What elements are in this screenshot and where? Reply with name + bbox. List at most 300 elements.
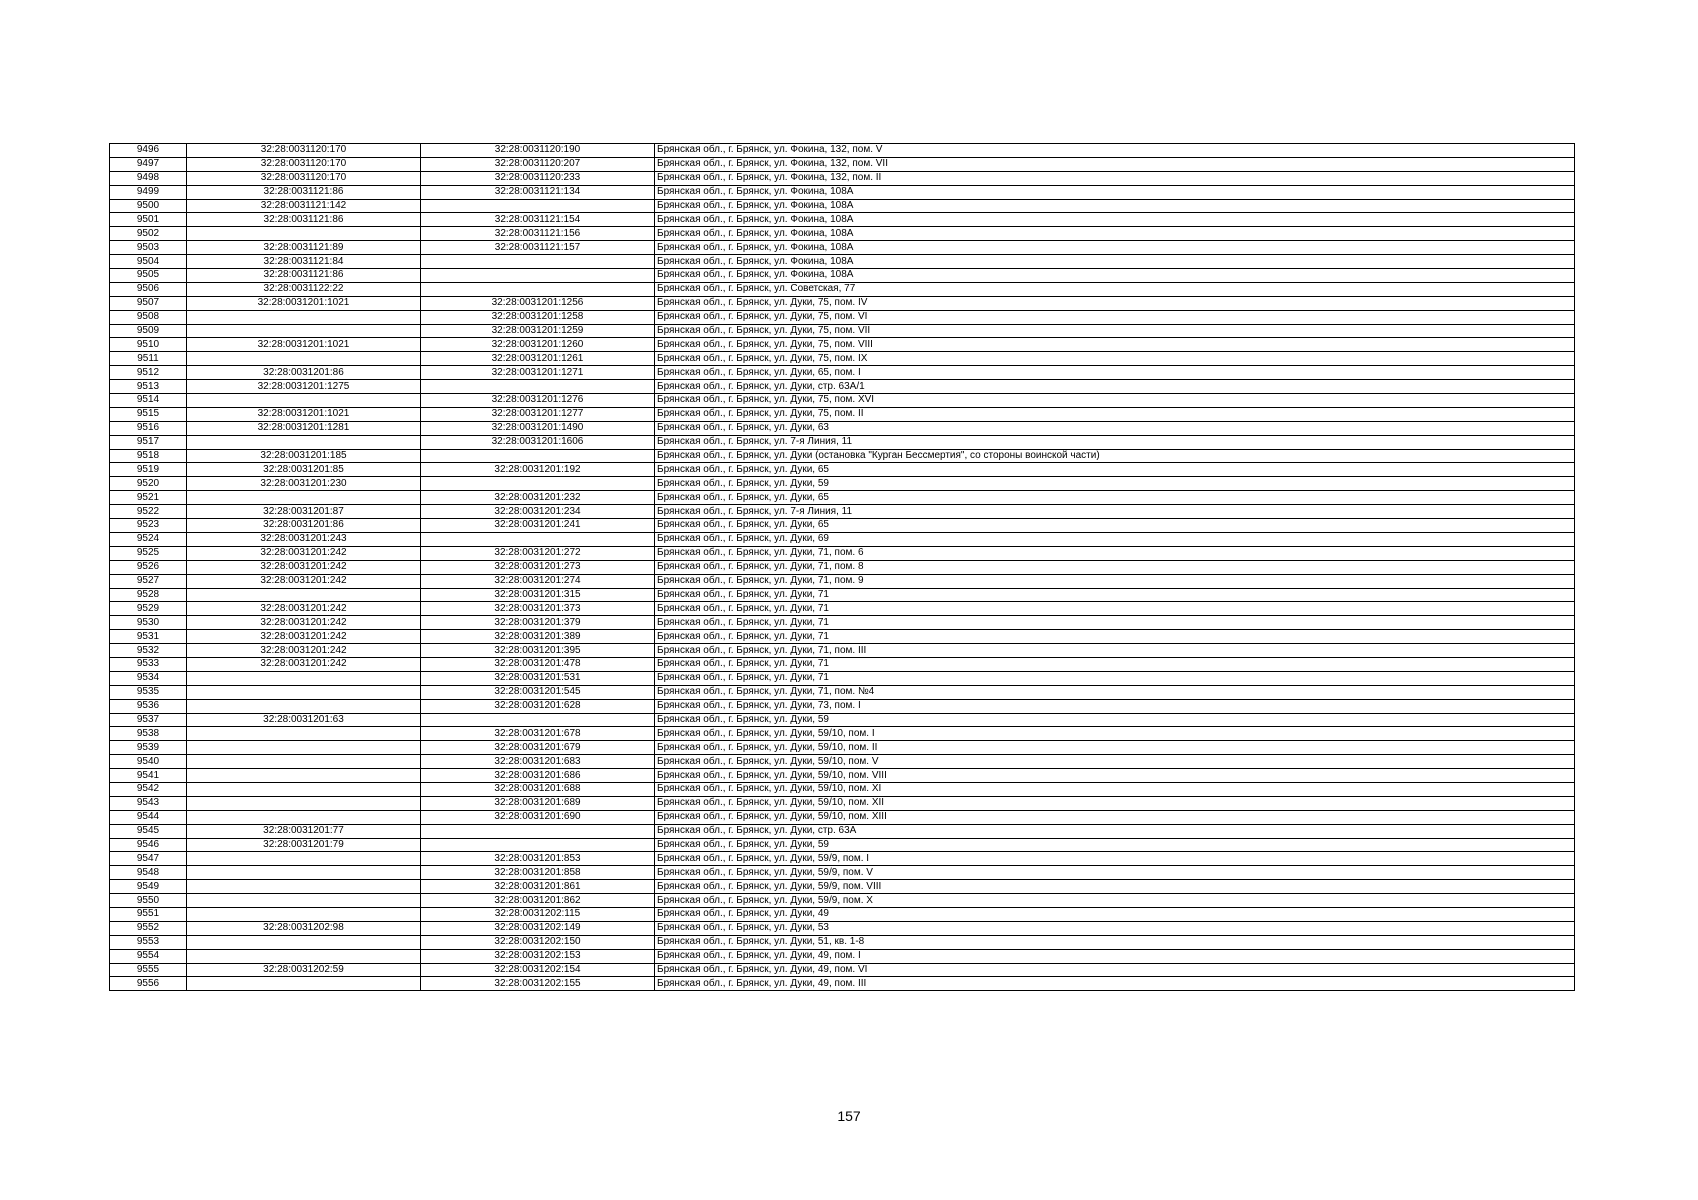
related-cadastral-number-cell: 32:28:0031201:1271 [421,366,655,380]
table-row [110,852,1575,866]
related-cadastral-number-cell: 32:28:0031201:861 [421,880,655,894]
cadastral-number-cell: 32:28:0031201:86 [187,366,421,380]
address-cell: Брянская обл., г. Брянск, ул. Фокина, 108А [655,241,1575,255]
row-number-cell: 9510 [110,338,187,352]
table-row [110,560,1575,574]
cadastral-number-cell [187,949,421,963]
related-cadastral-number-cell: 32:28:0031201:531 [421,671,655,685]
table-row [110,546,1575,560]
cadastral-number-cell: 32:28:0031201:242 [187,630,421,644]
related-cadastral-number-cell: 32:28:0031201:395 [421,644,655,658]
cadastral-number-cell: 32:28:0031201:77 [187,824,421,838]
row-number-cell: 9498 [110,171,187,185]
related-cadastral-number-cell: 32:28:0031121:154 [421,213,655,227]
address-cell: Брянская обл., г. Брянск, ул. Дуки, 59/10, пом. XI [655,782,1575,796]
cadastral-number-cell: 32:28:0031121:142 [187,199,421,213]
cadastral-number-cell: 32:28:0031122:22 [187,282,421,296]
cadastral-table [109,143,1575,991]
related-cadastral-number-cell: 32:28:0031202:149 [421,921,655,935]
address-cell: Брянская обл., г. Брянск, ул. Дуки, 59/10, пом. II [655,741,1575,755]
address-cell: Брянская обл., г. Брянск, ул. Дуки, 65 [655,519,1575,533]
row-number-cell: 9546 [110,838,187,852]
cadastral-number-cell [187,880,421,894]
table-row [110,394,1575,408]
row-number-cell: 9512 [110,366,187,380]
related-cadastral-number-cell: 32:28:0031202:115 [421,907,655,921]
row-number-cell: 9540 [110,755,187,769]
row-number-cell: 9529 [110,602,187,616]
row-number-cell: 9525 [110,546,187,560]
address-cell: Брянская обл., г. Брянск, ул. Дуки, 63 [655,421,1575,435]
row-number-cell: 9548 [110,866,187,880]
cadastral-number-cell: 32:28:0031201:230 [187,477,421,491]
address-cell: Брянская обл., г. Брянск, ул. Дуки, 69 [655,532,1575,546]
address-cell: Брянская обл., г. Брянск, ул. 7-я Линия, 11 [655,505,1575,519]
cadastral-number-cell [187,699,421,713]
related-cadastral-number-cell [421,449,655,463]
table-row [110,574,1575,588]
table-row [110,671,1575,685]
related-cadastral-number-cell: 32:28:0031201:274 [421,574,655,588]
table-row [110,824,1575,838]
cadastral-number-cell [187,727,421,741]
address-cell: Брянская обл., г. Брянск, ул. Дуки, 75, пом. VII [655,324,1575,338]
cadastral-number-cell: 32:28:0031121:86 [187,269,421,283]
table-row [110,144,1575,158]
row-number-cell: 9554 [110,949,187,963]
related-cadastral-number-cell: 32:28:0031201:1261 [421,352,655,366]
related-cadastral-number-cell: 32:28:0031202:150 [421,935,655,949]
cadastral-number-cell [187,435,421,449]
table-row [110,977,1575,991]
row-number-cell: 9524 [110,532,187,546]
table-row [110,921,1575,935]
cadastral-number-cell: 32:28:0031201:185 [187,449,421,463]
address-cell: Брянская обл., г. Брянск, ул. 7-я Линия, 11 [655,435,1575,449]
row-number-cell: 9523 [110,519,187,533]
cadastral-number-cell: 32:28:0031201:1281 [187,421,421,435]
row-number-cell: 9520 [110,477,187,491]
address-cell: Брянская обл., г. Брянск, ул. Фокина, 108А [655,185,1575,199]
table-row [110,935,1575,949]
table-row [110,616,1575,630]
row-number-cell: 9506 [110,282,187,296]
cadastral-number-cell [187,394,421,408]
related-cadastral-number-cell: 32:28:0031201:862 [421,894,655,908]
row-number-cell: 9497 [110,157,187,171]
row-number-cell: 9534 [110,671,187,685]
cadastral-number-cell: 32:28:0031201:242 [187,616,421,630]
table-row [110,407,1575,421]
related-cadastral-number-cell: 32:28:0031201:690 [421,810,655,824]
cadastral-number-cell [187,755,421,769]
table-row [110,657,1575,671]
row-number-cell: 9501 [110,213,187,227]
table-row [110,435,1575,449]
row-number-cell: 9539 [110,741,187,755]
related-cadastral-number-cell: 32:28:0031201:628 [421,699,655,713]
cadastral-number-cell [187,894,421,908]
row-number-cell: 9536 [110,699,187,713]
related-cadastral-number-cell: 32:28:0031202:153 [421,949,655,963]
table-row [110,907,1575,921]
table-row [110,630,1575,644]
row-number-cell: 9547 [110,852,187,866]
related-cadastral-number-cell: 32:28:0031121:134 [421,185,655,199]
cadastral-number-cell [187,324,421,338]
table-row [110,380,1575,394]
address-cell: Брянская обл., г. Брянск, ул. Советская, 77 [655,282,1575,296]
table-row [110,532,1575,546]
related-cadastral-number-cell: 32:28:0031201:1258 [421,310,655,324]
related-cadastral-number-cell: 32:28:0031202:155 [421,977,655,991]
row-number-cell: 9551 [110,907,187,921]
related-cadastral-number-cell [421,713,655,727]
row-number-cell: 9544 [110,810,187,824]
related-cadastral-number-cell: 32:28:0031120:233 [421,171,655,185]
cadastral-number-cell: 32:28:0031201:1275 [187,380,421,394]
row-number-cell: 9500 [110,199,187,213]
address-cell: Брянская обл., г. Брянск, ул. Дуки (остановка "Курган Бессмертия", со стороны воинской части) [655,449,1575,463]
row-number-cell: 9503 [110,241,187,255]
table-row [110,449,1575,463]
related-cadastral-number-cell [421,255,655,269]
related-cadastral-number-cell: 32:28:0031201:192 [421,463,655,477]
cadastral-number-cell [187,352,421,366]
table-row [110,213,1575,227]
address-cell: Брянская обл., г. Брянск, ул. Дуки, 65, пом. I [655,366,1575,380]
cadastral-number-cell [187,852,421,866]
row-number-cell: 9518 [110,449,187,463]
row-number-cell: 9537 [110,713,187,727]
row-number-cell: 9542 [110,782,187,796]
table-row [110,255,1575,269]
table-row [110,171,1575,185]
cadastral-number-cell: 32:28:0031121:84 [187,255,421,269]
address-cell: Брянская обл., г. Брянск, ул. Дуки, 59/10, пом. V [655,755,1575,769]
address-cell: Брянская обл., г. Брянск, ул. Фокина, 108А [655,213,1575,227]
address-cell: Брянская обл., г. Брянск, ул. Фокина, 108А [655,199,1575,213]
related-cadastral-number-cell: 32:28:0031121:156 [421,227,655,241]
cadastral-number-cell [187,310,421,324]
page-number: 157 [837,1108,861,1124]
address-cell: Брянская обл., г. Брянск, ул. Дуки, 65 [655,491,1575,505]
row-number-cell: 9519 [110,463,187,477]
address-cell: Брянская обл., г. Брянск, ул. Дуки, 75, пом. IV [655,296,1575,310]
row-number-cell: 9499 [110,185,187,199]
related-cadastral-number-cell [421,199,655,213]
address-cell: Брянская обл., г. Брянск, ул. Фокина, 108А [655,255,1575,269]
cadastral-number-cell [187,588,421,602]
address-cell: Брянская обл., г. Брянск, ул. Дуки, 59/9, пом. I [655,852,1575,866]
table-row [110,282,1575,296]
cadastral-number-cell [187,227,421,241]
related-cadastral-number-cell: 32:28:0031201:234 [421,505,655,519]
table-row [110,241,1575,255]
address-cell: Брянская обл., г. Брянск, ул. Дуки, 49, пом. VI [655,963,1575,977]
table-row [110,769,1575,783]
cadastral-number-cell: 32:28:0031121:89 [187,241,421,255]
address-cell: Брянская обл., г. Брянск, ул. Дуки, 51, кв. 1-8 [655,935,1575,949]
address-cell: Брянская обл., г. Брянск, ул. Дуки, 75, пом. VI [655,310,1575,324]
cadastral-number-cell: 32:28:0031201:87 [187,505,421,519]
address-cell: Брянская обл., г. Брянск, ул. Дуки, 73, пом. I [655,699,1575,713]
cadastral-number-cell: 32:28:0031121:86 [187,213,421,227]
related-cadastral-number-cell: 32:28:0031202:154 [421,963,655,977]
cadastral-number-cell [187,796,421,810]
table-row [110,227,1575,241]
related-cadastral-number-cell: 32:28:0031201:1260 [421,338,655,352]
row-number-cell: 9528 [110,588,187,602]
related-cadastral-number-cell: 32:28:0031201:379 [421,616,655,630]
row-number-cell: 9552 [110,921,187,935]
related-cadastral-number-cell: 32:28:0031201:373 [421,602,655,616]
table-row [110,713,1575,727]
row-number-cell: 9543 [110,796,187,810]
address-cell: Брянская обл., г. Брянск, ул. Дуки, 71, пом. 8 [655,560,1575,574]
address-cell: Брянская обл., г. Брянск, ул. Дуки, 49, пом. I [655,949,1575,963]
row-number-cell: 9511 [110,352,187,366]
cadastral-number-cell: 32:28:0031202:98 [187,921,421,935]
related-cadastral-number-cell: 32:28:0031201:688 [421,782,655,796]
table-row [110,310,1575,324]
cadastral-number-cell [187,685,421,699]
table-row [110,755,1575,769]
row-number-cell: 9533 [110,657,187,671]
address-cell: Брянская обл., г. Брянск, ул. Дуки, 53 [655,921,1575,935]
row-number-cell: 9526 [110,560,187,574]
row-number-cell: 9517 [110,435,187,449]
table-row [110,491,1575,505]
row-number-cell: 9514 [110,394,187,408]
cadastral-number-cell: 32:28:0031201:1021 [187,296,421,310]
table-row [110,588,1575,602]
table-row [110,338,1575,352]
related-cadastral-number-cell: 32:28:0031201:689 [421,796,655,810]
related-cadastral-number-cell [421,824,655,838]
cadastral-number-cell [187,810,421,824]
row-number-cell: 9550 [110,894,187,908]
table-row [110,880,1575,894]
address-cell: Брянская обл., г. Брянск, ул. Фокина, 132, пом. VII [655,157,1575,171]
table-row [110,185,1575,199]
address-cell: Брянская обл., г. Брянск, ул. Дуки, 59/9, пом. VIII [655,880,1575,894]
cadastral-number-cell: 32:28:0031201:242 [187,657,421,671]
related-cadastral-number-cell: 32:28:0031201:545 [421,685,655,699]
row-number-cell: 9549 [110,880,187,894]
address-cell: Брянская обл., г. Брянск, ул. Дуки, 71 [655,671,1575,685]
table-row [110,699,1575,713]
address-cell: Брянская обл., г. Брянск, ул. Дуки, 71 [655,588,1575,602]
cadastral-number-cell: 32:28:0031120:170 [187,157,421,171]
row-number-cell: 9541 [110,769,187,783]
table-row [110,727,1575,741]
row-number-cell: 9509 [110,324,187,338]
cadastral-number-cell: 32:28:0031121:86 [187,185,421,199]
cadastral-number-cell [187,907,421,921]
table-row [110,644,1575,658]
cadastral-number-cell: 32:28:0031201:243 [187,532,421,546]
cadastral-number-cell [187,769,421,783]
related-cadastral-number-cell: 32:28:0031201:1277 [421,407,655,421]
table-row [110,463,1575,477]
cadastral-number-cell: 32:28:0031201:86 [187,519,421,533]
address-cell: Брянская обл., г. Брянск, ул. Дуки, 71, пом. 6 [655,546,1575,560]
cadastral-number-cell: 32:28:0031201:242 [187,560,421,574]
address-cell: Брянская обл., г. Брянск, ул. Дуки, стр. 63А [655,824,1575,838]
cadastral-number-cell [187,671,421,685]
row-number-cell: 9555 [110,963,187,977]
address-cell: Брянская обл., г. Брянск, ул. Дуки, 59 [655,838,1575,852]
address-cell: Брянская обл., г. Брянск, ул. Дуки, 71, пом. №4 [655,685,1575,699]
related-cadastral-number-cell: 32:28:0031201:678 [421,727,655,741]
address-cell: Брянская обл., г. Брянск, ул. Дуки, 59/10, пом. XIII [655,810,1575,824]
address-cell: Брянская обл., г. Брянск, ул. Дуки, 75, пом. IX [655,352,1575,366]
related-cadastral-number-cell: 32:28:0031120:207 [421,157,655,171]
table-row [110,602,1575,616]
table-row [110,421,1575,435]
table-body [110,144,1575,991]
related-cadastral-number-cell [421,282,655,296]
table-row [110,963,1575,977]
cadastral-number-cell: 32:28:0031201:1021 [187,407,421,421]
row-number-cell: 9556 [110,977,187,991]
row-number-cell: 9531 [110,630,187,644]
address-cell: Брянская обл., г. Брянск, ул. Дуки, 59/9, пом. X [655,894,1575,908]
table-row [110,296,1575,310]
address-cell: Брянская обл., г. Брянск, ул. Дуки, 75, пом. II [655,407,1575,421]
related-cadastral-number-cell: 32:28:0031201:853 [421,852,655,866]
table-row [110,810,1575,824]
row-number-cell: 9527 [110,574,187,588]
address-cell: Брянская обл., г. Брянск, ул. Дуки, 71 [655,630,1575,644]
row-number-cell: 9535 [110,685,187,699]
table-row [110,269,1575,283]
cadastral-number-cell [187,491,421,505]
table-row [110,366,1575,380]
row-number-cell: 9502 [110,227,187,241]
related-cadastral-number-cell [421,269,655,283]
cadastral-number-cell [187,866,421,880]
row-number-cell: 9515 [110,407,187,421]
related-cadastral-number-cell: 32:28:0031201:858 [421,866,655,880]
cadastral-number-cell [187,935,421,949]
cadastral-number-cell: 32:28:0031201:1021 [187,338,421,352]
table-row [110,685,1575,699]
table-row [110,352,1575,366]
row-number-cell: 9545 [110,824,187,838]
related-cadastral-number-cell: 32:28:0031201:1256 [421,296,655,310]
address-cell: Брянская обл., г. Брянск, ул. Дуки, 71 [655,657,1575,671]
address-cell: Брянская обл., г. Брянск, ул. Дуки, 71, пом. 9 [655,574,1575,588]
table-row [110,505,1575,519]
address-cell: Брянская обл., г. Брянск, ул. Дуки, 59/10, пом. VIII [655,769,1575,783]
address-cell: Брянская обл., г. Брянск, ул. Дуки, стр. 63А/1 [655,380,1575,394]
related-cadastral-number-cell: 32:28:0031201:683 [421,755,655,769]
address-cell: Брянская обл., г. Брянск, ул. Дуки, 65 [655,463,1575,477]
row-number-cell: 9532 [110,644,187,658]
cadastral-number-cell: 32:28:0031201:85 [187,463,421,477]
cadastral-number-cell [187,741,421,755]
related-cadastral-number-cell: 32:28:0031201:232 [421,491,655,505]
table-row [110,199,1575,213]
cadastral-number-cell: 32:28:0031120:170 [187,171,421,185]
related-cadastral-number-cell [421,532,655,546]
related-cadastral-number-cell: 32:28:0031201:315 [421,588,655,602]
address-cell: Брянская обл., г. Брянск, ул. Дуки, 71, пом. III [655,644,1575,658]
address-cell: Брянская обл., г. Брянск, ул. Дуки, 59 [655,477,1575,491]
row-number-cell: 9538 [110,727,187,741]
address-cell: Брянская обл., г. Брянск, ул. Дуки, 49 [655,907,1575,921]
address-cell: Брянская обл., г. Брянск, ул. Дуки, 49, пом. III [655,977,1575,991]
table-row [110,324,1575,338]
cadastral-number-cell: 32:28:0031201:242 [187,546,421,560]
related-cadastral-number-cell: 32:28:0031201:241 [421,519,655,533]
row-number-cell: 9507 [110,296,187,310]
row-number-cell: 9553 [110,935,187,949]
table-row [110,796,1575,810]
related-cadastral-number-cell: 32:28:0031201:679 [421,741,655,755]
table-row [110,949,1575,963]
cadastral-number-cell: 32:28:0031201:79 [187,838,421,852]
row-number-cell: 9508 [110,310,187,324]
row-number-cell: 9522 [110,505,187,519]
address-cell: Брянская обл., г. Брянск, ул. Дуки, 75, пом. VIII [655,338,1575,352]
address-cell: Брянская обл., г. Брянск, ул. Дуки, 59/9, пом. V [655,866,1575,880]
cadastral-number-cell: 32:28:0031201:242 [187,644,421,658]
table-row [110,741,1575,755]
related-cadastral-number-cell: 32:28:0031201:1276 [421,394,655,408]
table-row [110,838,1575,852]
address-cell: Брянская обл., г. Брянск, ул. Дуки, 71 [655,602,1575,616]
table-row [110,157,1575,171]
row-number-cell: 9530 [110,616,187,630]
cadastral-number-cell: 32:28:0031120:170 [187,144,421,158]
related-cadastral-number-cell [421,380,655,394]
address-cell: Брянская обл., г. Брянск, ул. Дуки, 75, пом. XVI [655,394,1575,408]
related-cadastral-number-cell: 32:28:0031201:1606 [421,435,655,449]
address-cell: Брянская обл., г. Брянск, ул. Дуки, 59 [655,713,1575,727]
related-cadastral-number-cell: 32:28:0031201:686 [421,769,655,783]
related-cadastral-number-cell: 32:28:0031201:389 [421,630,655,644]
related-cadastral-number-cell [421,477,655,491]
cadastral-number-cell: 32:28:0031202:59 [187,963,421,977]
row-number-cell: 9521 [110,491,187,505]
address-cell: Брянская обл., г. Брянск, ул. Фокина, 132, пом. V [655,144,1575,158]
table-row [110,477,1575,491]
address-cell: Брянская обл., г. Брянск, ул. Дуки, 59/10, пом. XII [655,796,1575,810]
row-number-cell: 9516 [110,421,187,435]
cadastral-number-cell: 32:28:0031201:63 [187,713,421,727]
table-row [110,894,1575,908]
address-cell: Брянская обл., г. Брянск, ул. Фокина, 108А [655,269,1575,283]
table-row [110,782,1575,796]
address-cell: Брянская обл., г. Брянск, ул. Дуки, 59/10, пом. I [655,727,1575,741]
related-cadastral-number-cell: 32:28:0031201:1259 [421,324,655,338]
related-cadastral-number-cell: 32:28:0031121:157 [421,241,655,255]
related-cadastral-number-cell [421,838,655,852]
cadastral-number-cell: 32:28:0031201:242 [187,574,421,588]
address-cell: Брянская обл., г. Брянск, ул. Фокина, 132, пом. II [655,171,1575,185]
row-number-cell: 9505 [110,269,187,283]
row-number-cell: 9513 [110,380,187,394]
related-cadastral-number-cell: 32:28:0031201:272 [421,546,655,560]
related-cadastral-number-cell: 32:28:0031201:273 [421,560,655,574]
row-number-cell: 9496 [110,144,187,158]
cadastral-number-cell [187,977,421,991]
related-cadastral-number-cell: 32:28:0031120:190 [421,144,655,158]
table-row [110,519,1575,533]
